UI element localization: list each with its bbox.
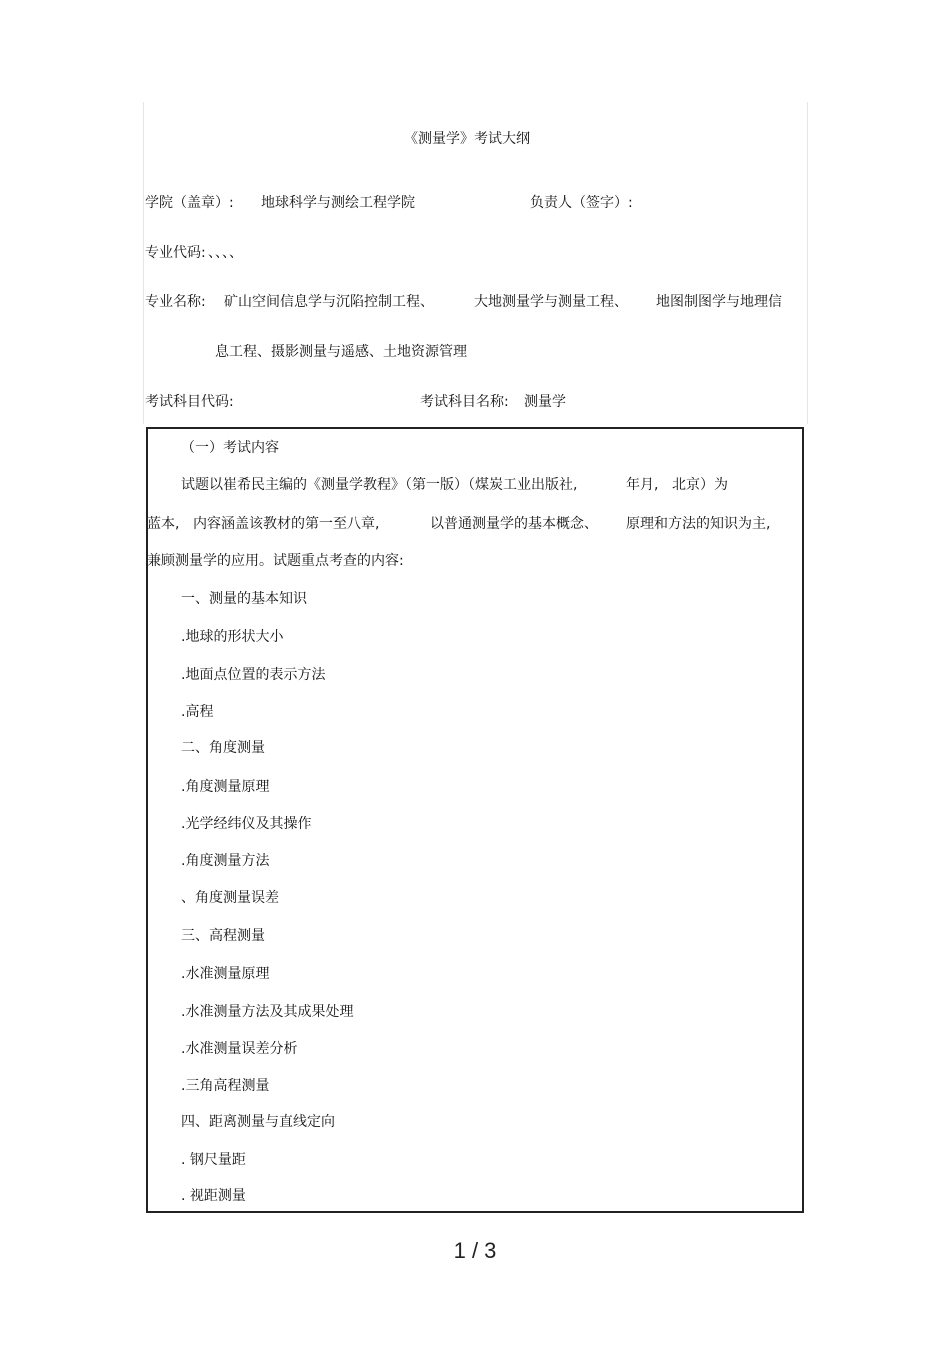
list-item: .水准测量原理	[181, 966, 270, 982]
college-label: 学院（盖章）:	[145, 195, 234, 211]
section-title: （一）考试内容	[181, 440, 279, 456]
list-item: .角度测量方法	[181, 853, 270, 869]
page-indicator: 1 / 3	[453, 1238, 497, 1263]
header-frame	[143, 102, 808, 424]
intro-line-2b: 内容涵盖该教材的第一至八章,	[193, 516, 380, 532]
responsible-label: 负责人（签字）:	[530, 195, 633, 211]
major-code-value: 、、、、	[208, 245, 243, 261]
major-name-part-4: 息工程、摄影测量与遥感、土地资源管理	[215, 344, 467, 360]
intro-line-1c: 北京）为	[672, 477, 728, 493]
intro-line-1a: 试题以崔希民主编的《测量学教程》（第一版）（煤炭工业出版社,	[181, 477, 578, 493]
intro-line-2c: 以普通测量学的基本概念、	[430, 516, 598, 532]
major-name-part-1: 矿山空间信息学与沉陷控制工程、	[224, 294, 434, 310]
list-item: .地面点位置的表示方法	[181, 667, 326, 683]
list-item: 四、距离测量与直线定向	[181, 1114, 335, 1130]
subject-name-label: 考试科目名称:	[420, 394, 509, 410]
intro-line-1b: 年月,	[626, 477, 659, 493]
subject-name-value: 测量学	[524, 394, 566, 410]
college-value: 地球科学与测绘工程学院	[261, 195, 415, 211]
subject-code-label: 考试科目代码:	[145, 394, 234, 410]
major-name-label: 专业名称:	[145, 294, 206, 310]
list-item: .角度测量原理	[181, 779, 270, 795]
list-item: .高程	[181, 704, 214, 720]
list-item: .三角高程测量	[181, 1078, 270, 1094]
intro-line-2d: 原理和方法的知识为主,	[626, 516, 771, 532]
list-item: 一、测量的基本知识	[181, 591, 307, 607]
major-name-part-2: 大地测量学与测量工程、	[474, 294, 628, 310]
intro-line-3: 兼顾测量学的应用。试题重点考查的内容:	[147, 553, 404, 569]
major-code-label: 专业代码:	[145, 245, 206, 261]
list-item: . 钢尺量距	[181, 1152, 246, 1168]
list-item: .水准测量方法及其成果处理	[181, 1004, 354, 1020]
list-item: .水准测量误差分析	[181, 1041, 298, 1057]
major-name-part-3: 地图制图学与地理信	[656, 294, 782, 310]
list-item: 三、高程测量	[181, 928, 265, 944]
document-title: 《测量学》考试大纲	[404, 131, 530, 147]
list-item: . 视距测量	[181, 1188, 246, 1204]
list-item: 、角度测量误差	[181, 890, 279, 906]
list-item: 二、角度测量	[181, 740, 265, 756]
list-item: .地球的形状大小	[181, 629, 284, 645]
list-item: .光学经纬仪及其操作	[181, 816, 312, 832]
intro-line-2a: 蓝本,	[147, 516, 180, 532]
